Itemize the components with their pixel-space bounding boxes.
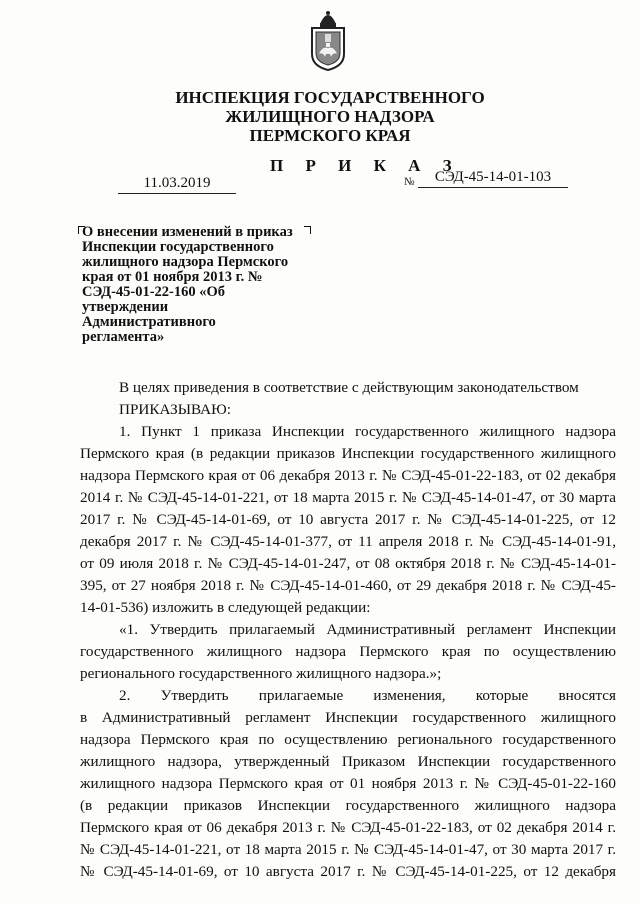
body-line: 1. Пункт 1 приказа Инспекции государственного жилищного надзора [119, 423, 616, 440]
subject-line: регламента» [82, 329, 165, 345]
body-line: (в редакции приказов Инспекции государственного жилищного надзора [80, 797, 616, 814]
body-line: 2017 г. № СЭД-45-14-01-69, от 10 августа 2017 г. № СЭД-45-14-01-225, от 12 [80, 511, 616, 528]
body-line: № СЭД-45-14-01-221, от 18 марта 2015 г. № СЭД-45-14-01-47, от 30 марта 2017 г. [80, 841, 616, 858]
subject-line: Инспекции государственного [82, 239, 274, 255]
body-line: от 09 июля 2018 г. № СЭД-45-14-01-247, от 08 октября 2018 г. № СЭД-45-14-01- [80, 555, 616, 572]
body-line: жилищного надзора Пермского края от 01 ноября 2013 г. № СЭД-45-01-22-160 [80, 775, 616, 792]
body-line: государственного жилищного надзора Пермского края по осуществлению [80, 643, 616, 660]
body-line: в Административный регламент Инспекции государственного жилищного [80, 709, 616, 726]
body-line: 2014 г. № СЭД-45-14-01-221, от 18 марта 2015 г. № СЭД-45-14-01-47, от 30 марта [80, 489, 616, 506]
document-title: П Р И К А З [270, 156, 461, 175]
organization-name-line: ПЕРМСКОГО КРАЯ [249, 126, 411, 145]
body-line: ПРИКАЗЫВАЮ: [119, 401, 231, 418]
body-line: регионального государственного жилищного надзора.»; [80, 665, 442, 682]
subject-line: СЭД-45-01-22-160 «Об [82, 284, 226, 300]
organization-name-line: ИНСПЕКЦИЯ ГОСУДАРСТВЕННОГО [175, 88, 485, 107]
body-line: жилищного надзора, утвержденный Приказом Инспекции государственного [80, 753, 616, 770]
body-line: надзора Пермского края по осуществлению регионального государственного [80, 731, 616, 748]
body-line: В целях приведения в соответствие с действующим законодательством [119, 379, 579, 396]
subject-line: Административного [82, 314, 216, 330]
document-number: СЭД-45-14-01-103 [418, 169, 568, 188]
subject-line: жилищного надзора Пермского [82, 254, 289, 270]
body-line: 2. Утвердить прилагаемые изменения, которые вносятся [119, 687, 616, 704]
body-line: «1. Утвердить прилагаемый Административный регламент Инспекции [119, 621, 616, 638]
body-line: 395, от 27 ноября 2018 г. № СЭД-45-14-01-460, от 29 декабря 2018 г. № СЭД-45- [80, 577, 616, 594]
subject-line: О внесении изменений в приказ [82, 224, 293, 240]
coat-of-arms-icon [306, 10, 350, 72]
body-line: надзора Пермского края от 06 декабря 2013 г. № СЭД-45-01-22-183, от 02 декабря [80, 467, 616, 484]
body-line: декабря 2017 г. № СЭД-45-14-01-377, от 11 апреля 2018 г. № СЭД-45-14-01-91, [80, 533, 616, 550]
body-line: Пермского края (в редакции приказов Инспекции государственного жилищного [80, 445, 616, 462]
organization-name-line: ЖИЛИЩНОГО НАДЗОРА [225, 107, 435, 126]
body-line: 14-01-536) изложить в следующей редакции: [80, 599, 371, 616]
subject-line: утверждении [82, 299, 169, 315]
body-line: № СЭД-45-14-01-69, от 10 августа 2017 г. № СЭД-45-14-01-225, от 12 декабря [80, 863, 616, 880]
document-number-prefix: № [404, 176, 415, 188]
document-date: 11.03.2019 [118, 175, 236, 194]
body-line: Пермского края от 06 декабря 2013 г. № СЭД-45-01-22-183, от 02 декабря 2014 г. [80, 819, 616, 836]
subject-line: края от 01 ноября 2013 г. № [82, 269, 263, 285]
document-subject [82, 225, 312, 345]
